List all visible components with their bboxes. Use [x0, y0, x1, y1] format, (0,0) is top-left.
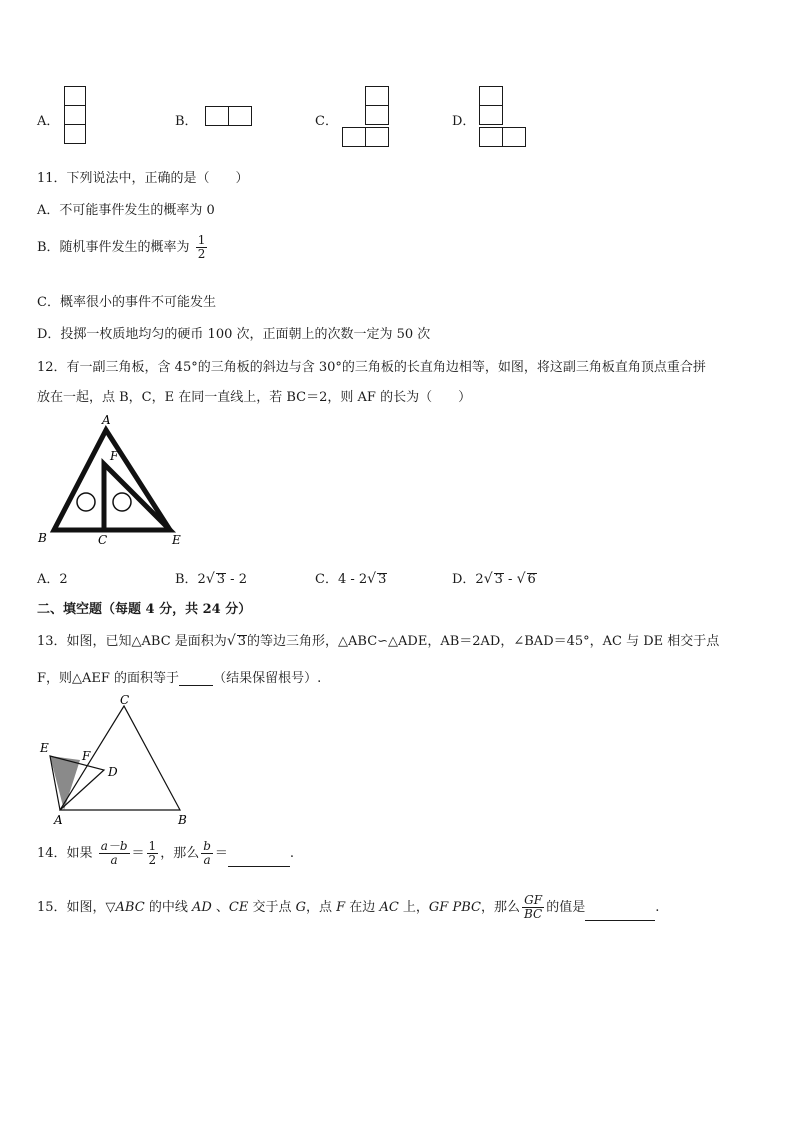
q13-label-d: D: [108, 765, 118, 779]
q13-label-b: B: [178, 813, 187, 827]
fraction-numerator: a－b: [100, 839, 128, 853]
radicand: 3: [378, 572, 387, 587]
q10-option-a-label: A．: [37, 114, 60, 129]
q15-text: 15．如图，: [37, 900, 106, 915]
option-text: - 2: [226, 572, 247, 587]
q15-math: CE: [228, 900, 249, 915]
q11-option-a: A．不可能事件发生的概率为 0: [37, 203, 215, 218]
q15-text: 的值是: [546, 900, 586, 915]
q12-option-b: B．2√ 3 - 2: [175, 571, 247, 587]
q11-option-b-fraction: [196, 234, 208, 261]
option-text: -: [503, 572, 517, 587]
q14-fraction-1: [99, 840, 130, 867]
q11-stem: 11．下列说法中，正确的是（ ）: [37, 171, 249, 186]
answer-blank[interactable]: [228, 852, 290, 867]
q13-label-e: E: [40, 741, 49, 755]
q10-option-c-label: C．: [315, 114, 338, 129]
q12-label-b: B: [38, 531, 47, 545]
answer-blank[interactable]: [585, 906, 655, 921]
q13-text: F，则△AEF 的面积等于: [37, 671, 180, 686]
q14-text: ＝: [131, 846, 145, 861]
radicand: 6: [527, 572, 536, 587]
q12-option-c: C．4 - 2√ 3: [315, 571, 387, 587]
option-text: B．2: [175, 572, 206, 587]
q11-option-b: [37, 234, 209, 261]
q14-text: 14．如果: [37, 846, 93, 861]
q13-label-f: F: [82, 749, 91, 763]
q14-text: ＝: [214, 846, 228, 861]
q12-stem-line1: 12．有一副三角板，含 45°的三角板的斜边与含 30°的三角板的长直角边相等，如图，将这副三角板直角顶点重合拼: [37, 360, 706, 375]
q14-fraction-2: [147, 840, 159, 867]
q12-label-a: A: [102, 413, 111, 427]
q11-option-c: C．概率很小的事件不可能发生: [37, 295, 216, 310]
q14-stem: [37, 840, 294, 867]
radicand: 3: [494, 572, 503, 587]
q14-text: ，那么: [160, 846, 200, 861]
q11-option-b-text: B．随机事件发生的概率为: [37, 240, 190, 255]
q15-math: F: [336, 900, 346, 915]
q14-fraction-3: [201, 840, 213, 867]
q12-option-a: A．2: [37, 572, 68, 587]
q12-triangle-figure: [30, 410, 200, 550]
q15-stem: [37, 894, 659, 921]
q10-option-b-label: B．: [175, 114, 198, 129]
q13-stem-line1: 13．如图，已知△ABC 是面积为√ 3的等边三角形，△ABC∽△ADE，AB＝2AD，∠BAD＝45°，AC 与 DE 相交于点: [37, 633, 720, 649]
fraction-numerator: GF: [522, 894, 544, 908]
q11-option-d: D．投掷一枚质地均匀的硬币 100 次，正面朝上的次数一定为 50 次: [37, 327, 431, 342]
radicand: 3: [216, 572, 226, 587]
q15-text: 上，: [398, 900, 429, 915]
q13-label-c: C: [120, 693, 130, 707]
option-text: D．2: [452, 572, 484, 587]
fraction-numerator: 1: [148, 839, 157, 853]
q13-triangle-figure: [30, 692, 200, 830]
q15-text: 、: [211, 900, 229, 915]
q15-math: AC: [379, 900, 399, 915]
fraction-denominator: 2: [197, 247, 206, 261]
option-text: C．4 - 2: [315, 572, 368, 587]
q12-stem-line2: 放在一起，点 B，C，E 在同一直线上，若 BC＝2，则 AF 的长为（ ）: [37, 390, 472, 405]
q15-math: ▽ABC: [105, 900, 145, 915]
q13-text: 的等边三角形，△ABC∽△ADE，AB＝2AD，∠BAD＝45°，AC 与 DE 相交于点: [247, 634, 720, 649]
q15-math: GF PBC: [428, 900, 481, 915]
fraction-denominator: 2: [148, 853, 157, 867]
radicand: 3: [237, 634, 247, 649]
q13-text: （结果保留根号）.: [213, 671, 322, 686]
q15-fraction: [522, 894, 544, 921]
q15-text: 交于点: [248, 900, 296, 915]
q10-option-d-label: D．: [452, 114, 476, 129]
q15-text: ，点: [306, 900, 337, 915]
q14-text: .: [289, 846, 295, 861]
q15-math: G: [295, 900, 306, 915]
q15-text: ，那么: [480, 900, 520, 915]
q13-label-a: A: [54, 813, 63, 827]
q12-label-f: F: [110, 449, 119, 463]
q15-text: 在边: [345, 900, 380, 915]
q15-text: .: [655, 900, 660, 915]
fraction-numerator: 1: [197, 233, 206, 247]
section-heading: 二、填空题（每题 4 分，共 24 分）: [37, 602, 252, 617]
q15-text: 的中线: [144, 900, 192, 915]
answer-blank[interactable]: [179, 673, 213, 686]
q12-option-d: D．2√ 3 - √ 6: [452, 571, 536, 587]
q13-text: 13．如图，已知△ABC 是面积为: [37, 634, 227, 649]
q12-label-e: E: [172, 533, 181, 547]
fraction-numerator: b: [203, 839, 211, 853]
q13-stem-line2: [37, 667, 321, 686]
fraction-denominator: a: [203, 853, 211, 867]
q15-math: AD: [191, 900, 212, 915]
fraction-denominator: BC: [523, 907, 543, 921]
q12-label-c: C: [98, 533, 108, 547]
fraction-denominator: a: [110, 853, 118, 867]
